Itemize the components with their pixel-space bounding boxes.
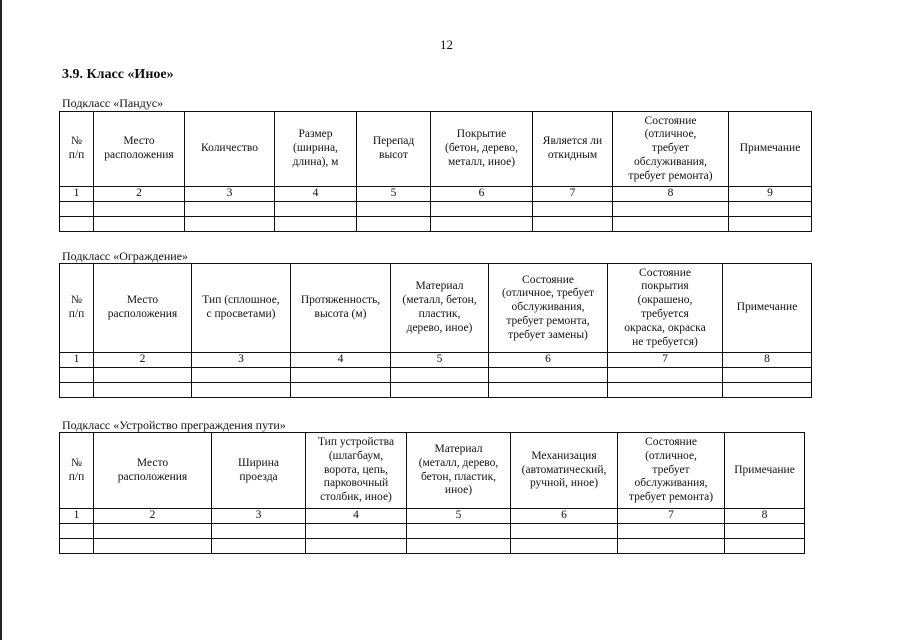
table-empty-row [60, 201, 812, 216]
number-cell: 1 [60, 509, 94, 524]
header-cell: Перепад высот [357, 112, 431, 187]
table-fence [59, 263, 812, 398]
table-empty-row [60, 523, 805, 538]
empty-cell [407, 538, 511, 553]
empty-cell [306, 538, 407, 553]
table-header-row [60, 112, 812, 187]
table-empty-row [60, 382, 812, 397]
table-header-row [60, 264, 812, 353]
table-caption-fence: Подкласс «Ограждение» [62, 249, 189, 263]
number-cell: 7 [618, 509, 725, 524]
empty-cell [94, 382, 192, 397]
section-title: 3.9. Класс «Иное» [62, 67, 174, 82]
empty-cell [723, 367, 812, 382]
number-cell: 8 [613, 187, 729, 202]
header-cell: Механизация (автоматический, ручной, иное) [511, 433, 618, 509]
empty-cell [391, 382, 489, 397]
table-header-row [60, 433, 805, 509]
header-cell: Является ли откидным [533, 112, 613, 187]
number-cell: 3 [185, 187, 275, 202]
empty-cell [60, 538, 94, 553]
empty-cell [60, 367, 94, 382]
table-ramp [59, 111, 812, 232]
header-cell: Место расположения [94, 112, 185, 187]
empty-cell [94, 216, 185, 231]
empty-cell [407, 523, 511, 538]
empty-cell [489, 382, 608, 397]
empty-cell [212, 523, 306, 538]
empty-cell [212, 538, 306, 553]
number-cell: 9 [729, 187, 812, 202]
empty-cell [431, 201, 533, 216]
empty-cell [431, 216, 533, 231]
header-cell: Состояние покрытия (окрашено, требуется окраска, окраска не требуется) [608, 264, 723, 353]
empty-cell [94, 523, 212, 538]
empty-cell [94, 367, 192, 382]
empty-cell [391, 367, 489, 382]
empty-cell [60, 382, 94, 397]
header-cell: Тип (сплошное, с просветами) [192, 264, 291, 353]
table-empty-row [60, 216, 812, 231]
number-cell: 3 [212, 509, 306, 524]
number-cell: 4 [291, 353, 391, 368]
number-cell: 8 [725, 509, 805, 524]
table-number-row [60, 509, 805, 524]
header-cell: Количество [185, 112, 275, 187]
empty-cell [291, 382, 391, 397]
header-cell: Протяженность, высота (м) [291, 264, 391, 353]
empty-cell [60, 523, 94, 538]
empty-cell [608, 367, 723, 382]
empty-cell [357, 201, 431, 216]
header-cell: № п/п [60, 112, 94, 187]
empty-cell [60, 201, 94, 216]
header-cell: Примечание [729, 112, 812, 187]
header-cell: Материал (металл, дерево, бетон, пластик, иное) [407, 433, 511, 509]
header-cell: № п/п [60, 264, 94, 353]
page-number: 12 [440, 37, 453, 52]
page-left-edge [0, 0, 2, 640]
empty-cell [608, 382, 723, 397]
number-cell: 6 [511, 509, 618, 524]
number-cell: 2 [94, 353, 192, 368]
empty-cell [533, 201, 613, 216]
empty-cell [729, 216, 812, 231]
empty-cell [192, 382, 291, 397]
number-cell: 1 [60, 353, 94, 368]
number-cell: 3 [192, 353, 291, 368]
header-cell: Покрытие (бетон, дерево, металл, иное) [431, 112, 533, 187]
empty-cell [275, 201, 357, 216]
header-cell: Состояние (отличное, требует обслуживания, требует ремонта) [618, 433, 725, 509]
empty-cell [511, 523, 618, 538]
header-cell: № п/п [60, 433, 94, 509]
table-empty-row [60, 538, 805, 553]
empty-cell [618, 538, 725, 553]
empty-cell [618, 523, 725, 538]
header-cell: Состояние (отличное, требует обслуживания, требует ремонта, требует замены) [489, 264, 608, 353]
empty-cell [185, 216, 275, 231]
empty-cell [613, 216, 729, 231]
empty-cell [94, 201, 185, 216]
empty-cell [94, 538, 212, 553]
number-cell: 6 [489, 353, 608, 368]
number-cell: 2 [94, 509, 212, 524]
header-cell: Место расположения [94, 264, 192, 353]
table-number-row [60, 187, 812, 202]
number-cell: 6 [431, 187, 533, 202]
header-cell: Ширина проезда [212, 433, 306, 509]
empty-cell [291, 367, 391, 382]
number-cell: 8 [723, 353, 812, 368]
empty-cell [192, 367, 291, 382]
number-cell: 4 [306, 509, 407, 524]
header-cell: Размер (ширина, длина), м [275, 112, 357, 187]
empty-cell [723, 382, 812, 397]
number-cell: 7 [608, 353, 723, 368]
empty-cell [306, 523, 407, 538]
number-cell: 5 [391, 353, 489, 368]
empty-cell [613, 201, 729, 216]
table-caption-barrier: Подкласс «Устройство преграждения пути» [62, 418, 286, 432]
number-cell: 2 [94, 187, 185, 202]
table-empty-row [60, 367, 812, 382]
empty-cell [729, 201, 812, 216]
table-number-row [60, 353, 812, 368]
empty-cell [511, 538, 618, 553]
empty-cell [489, 367, 608, 382]
number-cell: 5 [357, 187, 431, 202]
table-barrier [59, 432, 805, 554]
empty-cell [725, 538, 805, 553]
number-cell: 1 [60, 187, 94, 202]
header-cell: Примечание [723, 264, 812, 353]
empty-cell [185, 201, 275, 216]
number-cell: 4 [275, 187, 357, 202]
header-cell: Состояние (отличное, требует обслуживания, требует ремонта) [613, 112, 729, 187]
empty-cell [725, 523, 805, 538]
header-cell: Примечание [725, 433, 805, 509]
header-cell: Тип устройства (шлагбаум, ворота, цепь, парковочный столбик, иное) [306, 433, 407, 509]
empty-cell [275, 216, 357, 231]
table-caption-ramp: Подкласс «Пандус» [62, 96, 164, 110]
header-cell: Материал (металл, бетон, пластик, дерево, иное) [391, 264, 489, 353]
empty-cell [60, 216, 94, 231]
header-cell: Место расположения [94, 433, 212, 509]
empty-cell [533, 216, 613, 231]
empty-cell [357, 216, 431, 231]
number-cell: 5 [407, 509, 511, 524]
number-cell: 7 [533, 187, 613, 202]
